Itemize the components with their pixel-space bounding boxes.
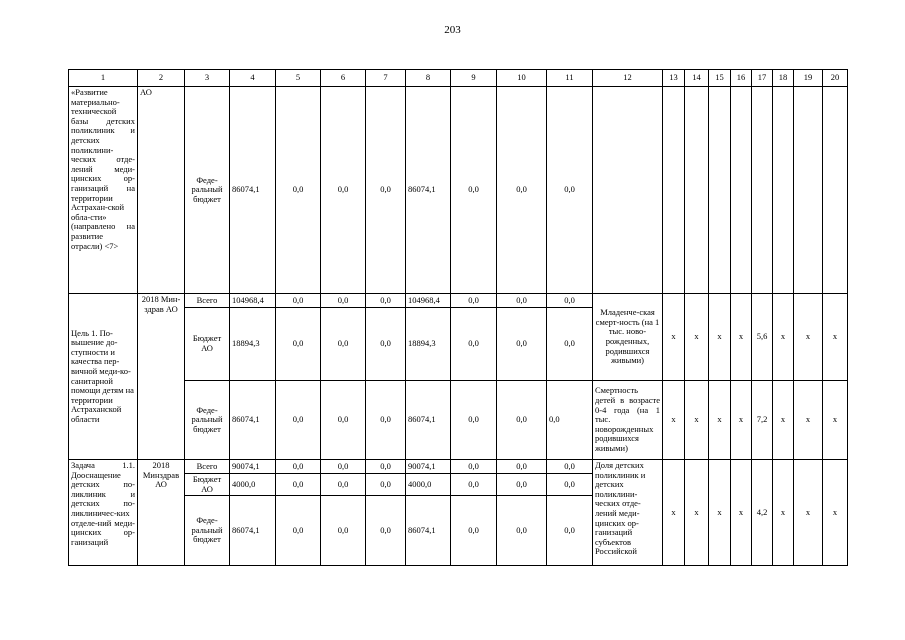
header-cell: 20: [823, 70, 848, 87]
indicator-value: [823, 87, 848, 294]
amount-cell: 0,0: [321, 294, 366, 308]
indicator-value: х: [773, 381, 794, 460]
amount-cell: 0,0: [497, 87, 547, 294]
amount-cell: 104968,4: [406, 294, 451, 308]
activity-name: «Развитие материально-технической базы детских поликлиник и детских поликлини-ческих отде-лений меди-цинских ор-ганизаций на территории Астрахан-ской обла-сти» (направлено на развитие отрасли) <7>: [69, 87, 138, 294]
table-row: [69, 294, 848, 308]
amount-cell: 0,0: [321, 474, 366, 496]
header-cell: 5: [276, 70, 321, 87]
budget-table: [68, 69, 848, 566]
amount-cell: 0,0: [451, 87, 497, 294]
amount-cell: 0,0: [547, 308, 593, 381]
indicator-cell: [593, 87, 663, 294]
indicator-value: [663, 87, 685, 294]
amount-cell: 0,0: [321, 308, 366, 381]
amount-cell: 0,0: [547, 381, 593, 460]
amount-cell: 0,0: [497, 460, 547, 474]
header-cell: 8: [406, 70, 451, 87]
header-cell: 15: [709, 70, 731, 87]
indicator-value: х: [773, 460, 794, 566]
amount-cell: 0,0: [547, 294, 593, 308]
amount-cell: 0,0: [451, 308, 497, 381]
header-cell: 19: [794, 70, 823, 87]
header-cell: 1: [69, 70, 138, 87]
indicator-value: х: [731, 294, 752, 381]
header-cell: 2: [138, 70, 185, 87]
amount-cell: 0,0: [497, 496, 547, 566]
amount-cell: 86074,1: [406, 496, 451, 566]
indicator-value: [752, 87, 773, 294]
amount-cell: 0,0: [497, 381, 547, 460]
indicator-value: 5,6: [752, 294, 773, 381]
indicator-value: 4,2: [752, 460, 773, 566]
amount-cell: 86074,1: [230, 381, 276, 460]
amount-cell: 0,0: [321, 87, 366, 294]
header-cell: 12: [593, 70, 663, 87]
funding-source: Феде-ральный бюджет: [185, 496, 230, 566]
header-cell: 4: [230, 70, 276, 87]
amount-cell: 104968,4: [230, 294, 276, 308]
indicator-value: х: [794, 460, 823, 566]
amount-cell: 0,0: [547, 496, 593, 566]
indicator-value: 7,2: [752, 381, 773, 460]
indicator-cell: Смертность детей в возрасте 0-4 года (на 1 тыс. новорожденных родившихся живыми): [593, 381, 663, 460]
indicator-value: х: [663, 381, 685, 460]
amount-cell: 86074,1: [230, 496, 276, 566]
header-cell: 18: [773, 70, 794, 87]
amount-cell: 90074,1: [406, 460, 451, 474]
indicator-value: х: [731, 381, 752, 460]
amount-cell: 0,0: [547, 474, 593, 496]
header-cell: 6: [321, 70, 366, 87]
indicator-value: х: [685, 294, 709, 381]
amount-cell: 0,0: [276, 294, 321, 308]
amount-cell: 0,0: [276, 308, 321, 381]
funding-source: Всего: [185, 294, 230, 308]
amount-cell: 0,0: [497, 308, 547, 381]
indicator-value: х: [709, 460, 731, 566]
indicator-value: [709, 87, 731, 294]
indicator-value: х: [773, 294, 794, 381]
header-cell: 14: [685, 70, 709, 87]
amount-cell: 90074,1: [230, 460, 276, 474]
indicator-value: х: [823, 381, 848, 460]
amount-cell: 4000,0: [230, 474, 276, 496]
indicator-value: [794, 87, 823, 294]
indicator-value: х: [663, 460, 685, 566]
indicator-value: х: [823, 294, 848, 381]
amount-cell: 0,0: [276, 474, 321, 496]
amount-cell: 0,0: [497, 294, 547, 308]
amount-cell: 4000,0: [406, 474, 451, 496]
amount-cell: 0,0: [497, 474, 547, 496]
amount-cell: 0,0: [366, 460, 406, 474]
amount-cell: 0,0: [321, 496, 366, 566]
amount-cell: 0,0: [547, 87, 593, 294]
table-row: [69, 460, 848, 474]
amount-cell: 0,0: [451, 381, 497, 460]
indicator-value: [731, 87, 752, 294]
header-cell: 11: [547, 70, 593, 87]
header-cell: 17: [752, 70, 773, 87]
page-number: 203: [444, 24, 461, 36]
amount-cell: 86074,1: [230, 87, 276, 294]
amount-cell: 0,0: [276, 381, 321, 460]
funding-source: Бюджет АО: [185, 474, 230, 496]
task-name: Задача 1.1. Дооснащение детских по-ликлиник и детских по-ликлиничес-ких отделе-ний меди-цинских ор-ганизаций: [69, 460, 138, 566]
goal-name: Цель 1. По-вышение до-ступности и качества пер-вичной меди-ко-санитарной помощи детям на территории Астраханской области: [69, 294, 138, 460]
amount-cell: 0,0: [366, 381, 406, 460]
indicator-value: х: [709, 294, 731, 381]
amount-cell: 0,0: [366, 294, 406, 308]
indicator-value: х: [731, 460, 752, 566]
funding-source: Всего: [185, 460, 230, 474]
amount-cell: 18894,3: [230, 308, 276, 381]
amount-cell: 0,0: [366, 496, 406, 566]
amount-cell: 0,0: [366, 474, 406, 496]
header-cell: 7: [366, 70, 406, 87]
header-cell: 9: [451, 70, 497, 87]
header-row: [69, 70, 848, 87]
executor-cell: 2018 Мин-здрав АО: [138, 294, 185, 460]
amount-cell: 86074,1: [406, 87, 451, 294]
indicator-cell: Доля детских поликлиник и детских поликлини-ческих отде-лений меди-цинских ор-ганизаций субъектов Российской: [593, 460, 663, 566]
header-cell: 10: [497, 70, 547, 87]
indicator-value: х: [709, 381, 731, 460]
amount-cell: 18894,3: [406, 308, 451, 381]
funding-source: Феде-ральный бюджет: [185, 381, 230, 460]
header-cell: 13: [663, 70, 685, 87]
indicator-value: [685, 87, 709, 294]
indicator-value: [773, 87, 794, 294]
indicator-value: х: [685, 381, 709, 460]
indicator-value: х: [823, 460, 848, 566]
table-row: [69, 381, 848, 460]
indicator-value: х: [663, 294, 685, 381]
amount-cell: 0,0: [451, 294, 497, 308]
amount-cell: 0,0: [547, 460, 593, 474]
executor-cell: АО: [138, 87, 185, 294]
amount-cell: 0,0: [321, 381, 366, 460]
funding-source: Бюджет АО: [185, 308, 230, 381]
header-cell: 3: [185, 70, 230, 87]
amount-cell: 0,0: [276, 87, 321, 294]
header-cell: 16: [731, 70, 752, 87]
amount-cell: 0,0: [276, 460, 321, 474]
table-row: [69, 87, 848, 294]
funding-source: Феде-ральный бюджет: [185, 87, 230, 294]
indicator-value: х: [794, 381, 823, 460]
amount-cell: 86074,1: [406, 381, 451, 460]
indicator-value: х: [685, 460, 709, 566]
amount-cell: 0,0: [451, 460, 497, 474]
amount-cell: 0,0: [321, 460, 366, 474]
executor-cell: 2018 Минздрав АО: [138, 460, 185, 566]
amount-cell: 0,0: [451, 474, 497, 496]
amount-cell: 0,0: [366, 308, 406, 381]
indicator-value: х: [794, 294, 823, 381]
amount-cell: 0,0: [451, 496, 497, 566]
indicator-cell: Младенче-ская смерт-ность (на 1 тыс. ново-рожденных, родившихся живыми): [593, 294, 663, 381]
amount-cell: 0,0: [366, 87, 406, 294]
amount-cell: 0,0: [276, 496, 321, 566]
